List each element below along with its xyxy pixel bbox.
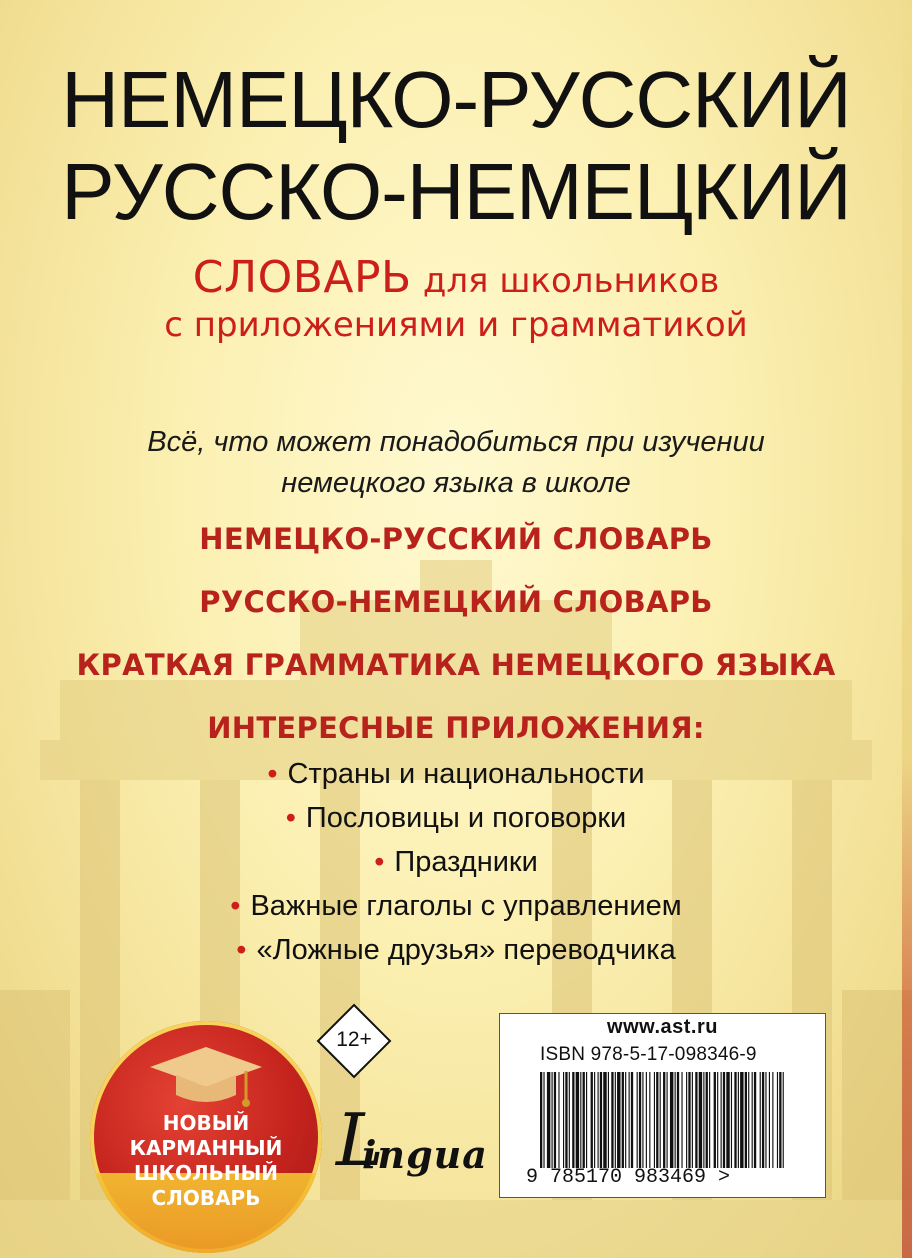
for-students: для школьников bbox=[422, 261, 720, 301]
badge-text: НОВЫЙ КАРМАННЫЙ ШКОЛЬНЫЙ СЛОВАРЬ bbox=[129, 1111, 283, 1210]
subtitle-appendix: с приложениями и грамматикой bbox=[164, 305, 748, 345]
barcode-bars bbox=[540, 1072, 784, 1168]
section-appendices: ИНТЕРЕСНЫЕ ПРИЛОЖЕНИЯ: bbox=[207, 711, 705, 745]
section-grammar: КРАТКАЯ ГРАММАТИКА НЕМЕЦКОГО ЯЗЫКА bbox=[76, 648, 836, 682]
logo-text: ingua bbox=[362, 1132, 488, 1177]
logo-initial: L bbox=[336, 1098, 384, 1182]
list-item: • Пословицы и поговорки bbox=[285, 802, 627, 834]
section-russian-german: РУССКО-НЕМЕЦКИЙ СЛОВАРЬ bbox=[199, 585, 713, 619]
barcode-digits: 9 785170 983469 > bbox=[526, 1166, 731, 1189]
list-item: • Праздники bbox=[374, 846, 538, 878]
title-line-1: НЕМЕЦКО-РУССКИЙ bbox=[61, 55, 851, 144]
bullet-icon: • bbox=[374, 846, 385, 878]
subtitle-dictionary bbox=[0, 252, 912, 303]
intro-text bbox=[0, 422, 912, 504]
dictionary-word: СЛОВАРЬ bbox=[192, 252, 412, 303]
age-rating: 12+ bbox=[336, 1028, 372, 1051]
graduation-cap-icon bbox=[146, 1043, 266, 1113]
intro-line-1: Всё, что может понадобиться при изучении bbox=[147, 426, 765, 458]
bullet-icon: • bbox=[285, 802, 296, 834]
bullet-icon: • bbox=[236, 934, 247, 966]
section-german-russian: НЕМЕЦКО-РУССКИЙ СЛОВАРЬ bbox=[199, 522, 713, 556]
title-line-2: РУССКО-НЕМЕЦКИЙ bbox=[61, 147, 851, 236]
isbn-number: ISBN 978-5-17-098346-9 bbox=[540, 1044, 757, 1065]
publisher-site: www.ast.ru bbox=[607, 1016, 718, 1038]
bullet-icon: • bbox=[267, 758, 278, 790]
appendix-list bbox=[0, 752, 912, 972]
intro-line-2: немецкого языка в школе bbox=[281, 467, 631, 499]
bullet-icon: • bbox=[230, 890, 241, 922]
list-item: • Страны и национальности bbox=[267, 758, 645, 790]
list-item: • «Ложные друзья» переводчика bbox=[236, 934, 676, 966]
school-dictionary-badge bbox=[90, 1021, 322, 1253]
list-item: • Важные глаголы с управлением bbox=[230, 890, 682, 922]
barcode-box bbox=[499, 1013, 826, 1198]
